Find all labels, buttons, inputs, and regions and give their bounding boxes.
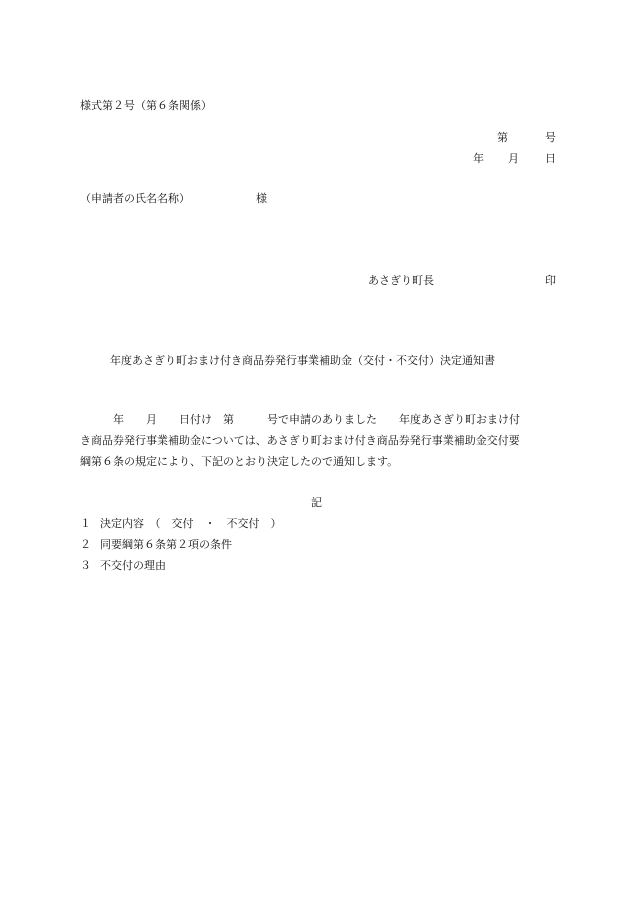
form-header: 様式第２号（第６条関係）	[80, 99, 212, 112]
list-item-number: ３	[80, 559, 91, 572]
issuer-name: あさぎり町長	[368, 274, 434, 287]
date-day: 日	[545, 152, 556, 165]
date-year: 年	[473, 152, 484, 165]
list-item-text: 決定内容 （ 交付 ・ 不交付 ）	[100, 517, 282, 530]
issuer-seal: 印	[545, 274, 556, 287]
list-item	[80, 560, 166, 571]
list-item-number: １	[80, 517, 91, 530]
addressee-honorific: 様	[256, 192, 267, 205]
body-line-3: 綱第６条の規定により、下記のとおり決定したので通知します。	[80, 455, 399, 468]
body-line-1: 年 月 日付け 第 号で申請のありました 年度あさぎり町おまけ付	[113, 413, 520, 426]
list-item-text: 同要綱第６条第２項の条件	[100, 538, 232, 551]
list-item	[80, 539, 232, 550]
doc-number-dai: 第	[497, 131, 508, 144]
list-item-number: ２	[80, 538, 91, 551]
list-item-text: 不交付の理由	[100, 559, 166, 572]
addressee-label: （申請者の氏名名称）	[80, 192, 190, 205]
document-title: 年度あさぎり町おまけ付き商品券発行事業補助金（交付・不交付）決定通知書	[110, 354, 495, 367]
date-month: 月	[508, 152, 519, 165]
body-line-2: き商品券発行事業補助金については、あさぎり町おまけ付き商品券発行事業補助金交付要	[80, 434, 520, 447]
body-paragraph	[80, 409, 560, 472]
doc-number-go: 号	[545, 131, 556, 144]
ki-heading: 記	[311, 496, 322, 509]
list-item	[80, 518, 282, 529]
